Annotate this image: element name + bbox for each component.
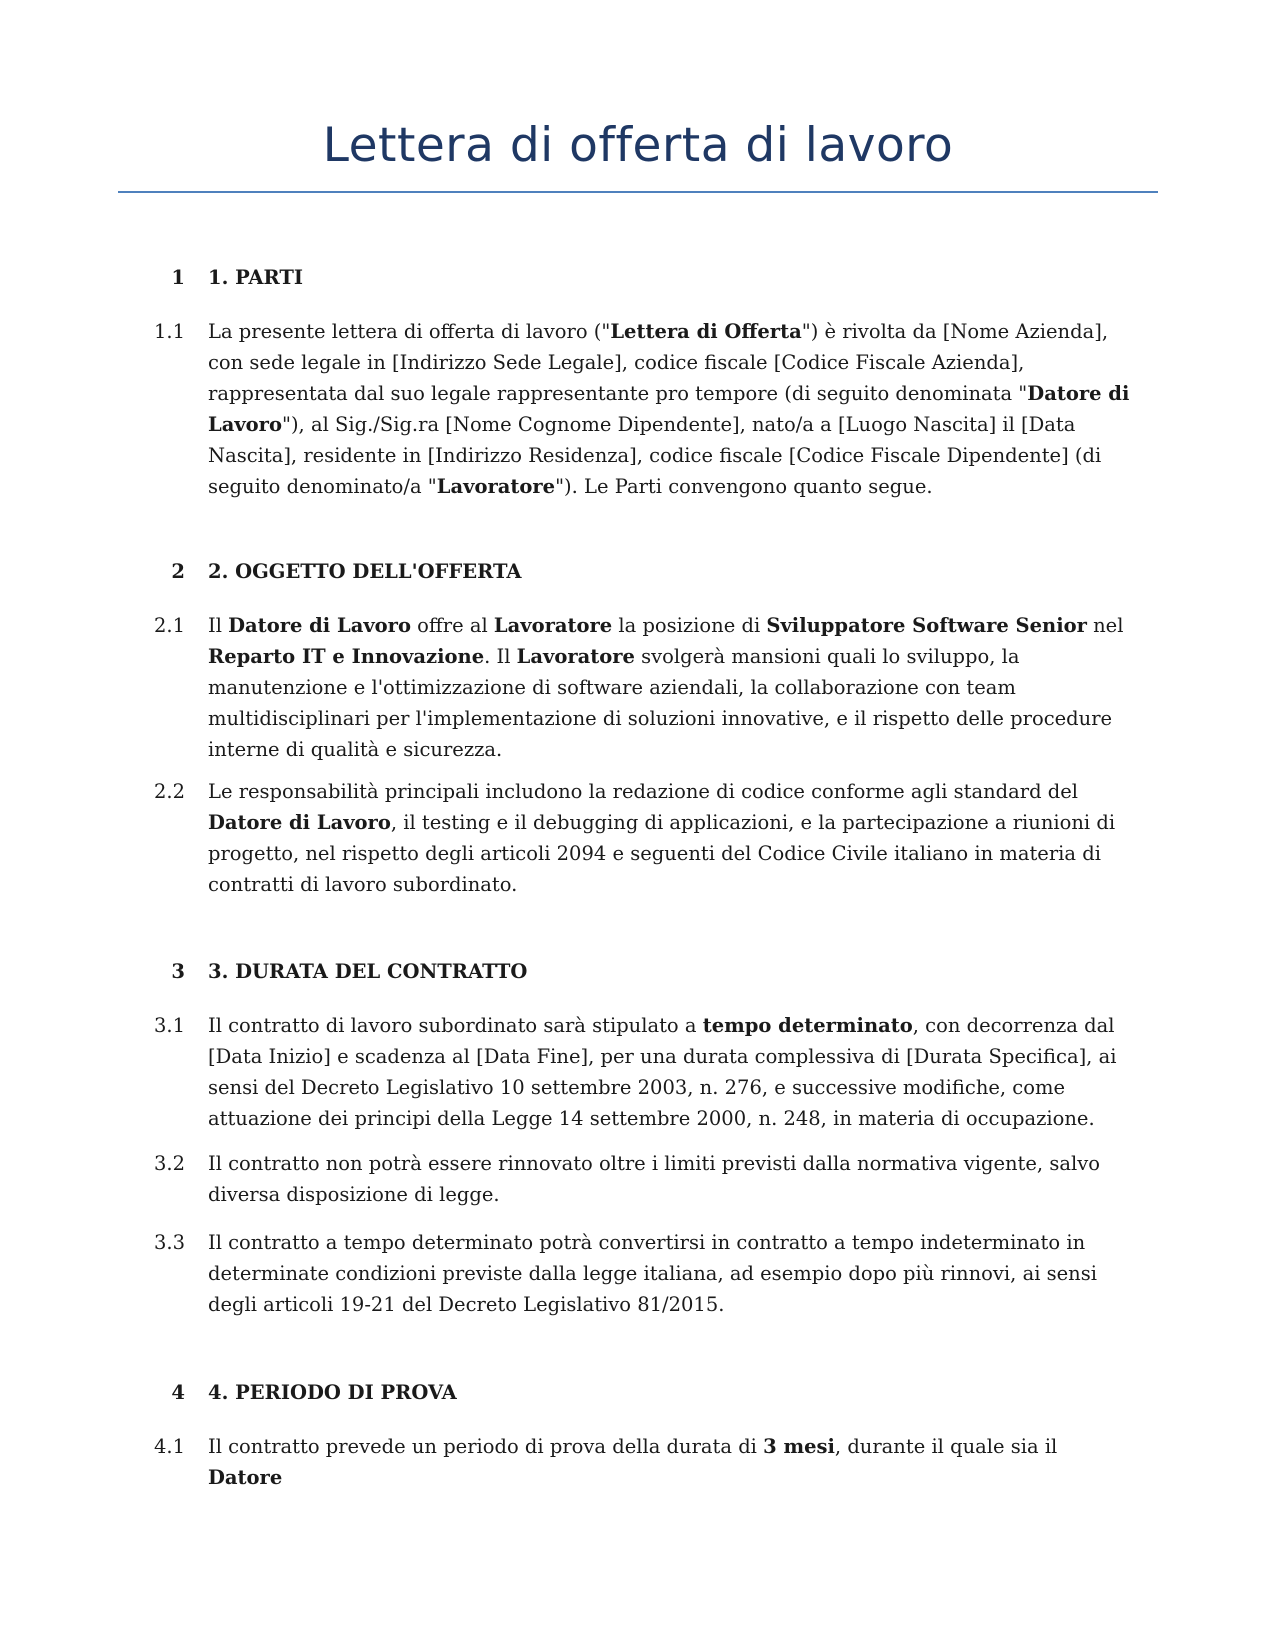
text-run: . Il bbox=[484, 645, 517, 668]
clause-text bbox=[208, 1431, 1133, 1493]
text-run: La presente lettera di offerta di lavoro (" bbox=[208, 320, 611, 343]
bold-term: Datore di Lavoro bbox=[208, 811, 391, 834]
clause-number: 4.1 bbox=[153, 1435, 185, 1458]
clause-text bbox=[208, 610, 1133, 765]
section-number: 4 bbox=[171, 1381, 185, 1404]
clause-number: 2.1 bbox=[153, 614, 185, 637]
bold-term: Reparto IT e Innovazione bbox=[208, 645, 485, 668]
bold-term: Datore di Lavoro bbox=[228, 614, 411, 637]
section-title: 1. PARTI bbox=[208, 266, 304, 289]
clause-number: 3.1 bbox=[153, 1014, 185, 1037]
clause-paragraph bbox=[0, 1431, 1275, 1489]
clause-paragraph bbox=[0, 1227, 1275, 1320]
text-run: Il contratto non potrà essere rinnovato oltre i limiti previsti dalla normativa vigente, salvo diversa disposizione di legge. bbox=[208, 1152, 1100, 1206]
bold-term: Datore bbox=[208, 1466, 283, 1489]
section-number: 2 bbox=[171, 560, 185, 583]
section-title: 3. DURATA DEL CONTRATTO bbox=[208, 960, 528, 983]
section-heading bbox=[0, 960, 1275, 990]
text-run: "). Le Parti convengono quanto segue. bbox=[555, 475, 933, 498]
section-number: 3 bbox=[171, 960, 185, 983]
bold-term: tempo determinato bbox=[702, 1014, 913, 1037]
clause-paragraph bbox=[0, 316, 1275, 502]
bold-term: Lavoratore bbox=[516, 645, 635, 668]
clause-number: 3.3 bbox=[153, 1231, 185, 1254]
bold-term: Lavoratore bbox=[436, 475, 556, 498]
text-run: Il bbox=[208, 614, 229, 637]
text-run: la posizione di bbox=[612, 614, 767, 637]
clause-paragraph bbox=[0, 1148, 1275, 1210]
section-title: 2. OGGETTO DELL'OFFERTA bbox=[208, 560, 522, 583]
clause-text bbox=[208, 316, 1133, 502]
text-run: "), al Sig./Sig.ra [Nome Cognome Dipendente], nato/a a [Luogo Nascita] il [Data Nascita], residente in [Indirizzo Residenza], codice fiscale [Codice Fiscale Dipendente] (di seguito denominato/a " bbox=[208, 413, 1102, 498]
text-run: svolgerà mansioni quali lo sviluppo, la manutenzione e l'ottimizzazione di software aziendali, la collaborazione con team multidisciplinari per l'implementazione di soluzioni innovative, e il rispetto delle procedure interne di qualità e sicurezza. bbox=[208, 645, 1113, 761]
text-run: , durante il quale sia il bbox=[834, 1435, 1058, 1458]
section-title: 4. PERIODO DI PROVA bbox=[208, 1381, 457, 1404]
clause-text bbox=[208, 776, 1133, 900]
section-heading bbox=[0, 560, 1275, 590]
bold-term: Sviluppatore Software Senior bbox=[766, 614, 1087, 637]
text-run: , con decorrenza dal [Data Inizio] e scadenza al [Data Fine], per una durata complessiva di [Durata Specifica], ai sensi del Decreto Legislativo 10 settembre 2003, n. 276, e successive modifiche, come attuazione dei principi della Legge 14 settembre 2000, n. 248, in materia di occupazione. bbox=[208, 1014, 1117, 1130]
clause-paragraph bbox=[0, 610, 1275, 765]
clause-text bbox=[208, 1010, 1133, 1134]
title-underline bbox=[118, 191, 1158, 193]
text-run: Le responsabilità principali includono la redazione di codice conforme agli standard del bbox=[208, 780, 1079, 803]
bold-term: Lettera di Offerta bbox=[610, 320, 802, 343]
text-run: ") è rivolta da [Nome Azienda], con sede legale in [Indirizzo Sede Legale], codice fiscale [Codice Fiscale Azienda], rappresentata dal suo legale rappresentante pro tempore (di seguito denominata " bbox=[208, 320, 1109, 405]
section-heading bbox=[0, 266, 1275, 296]
clause-text bbox=[208, 1227, 1133, 1320]
text-run: Il contratto prevede un periodo di prova della durata di bbox=[208, 1435, 764, 1458]
section-heading bbox=[0, 1381, 1275, 1411]
bold-term: Datore di Lavoro bbox=[208, 382, 1130, 436]
text-run: nel bbox=[1086, 614, 1124, 637]
text-run: offre al bbox=[410, 614, 494, 637]
text-run: , il testing e il debugging di applicazioni, e la partecipazione a riunioni di progetto, nel rispetto degli articoli 2094 e seguenti del Codice Civile italiano in materia di contratti di lavoro subordinato. bbox=[208, 811, 1116, 896]
text-run: Il contratto a tempo determinato potrà convertirsi in contratto a tempo indeterminato in determinate condizioni previste dalla legge italiana, ad esempio dopo più rinnovi, ai sensi degli articoli 19-21 del Decreto Legislativo 81/2015. bbox=[208, 1231, 1097, 1316]
bold-term: 3 mesi bbox=[763, 1435, 835, 1458]
clause-text bbox=[208, 1148, 1133, 1210]
clause-paragraph bbox=[0, 1010, 1275, 1134]
document-title: Lettera di offerta di lavoro bbox=[322, 118, 954, 173]
clause-number: 3.2 bbox=[153, 1152, 185, 1175]
text-run: Il contratto di lavoro subordinato sarà stipulato a bbox=[208, 1014, 703, 1037]
clause-number: 1.1 bbox=[153, 320, 185, 343]
section-number: 1 bbox=[171, 266, 185, 289]
clause-paragraph bbox=[0, 776, 1275, 900]
bold-term: Lavoratore bbox=[493, 614, 613, 637]
clause-number: 2.2 bbox=[153, 780, 185, 803]
